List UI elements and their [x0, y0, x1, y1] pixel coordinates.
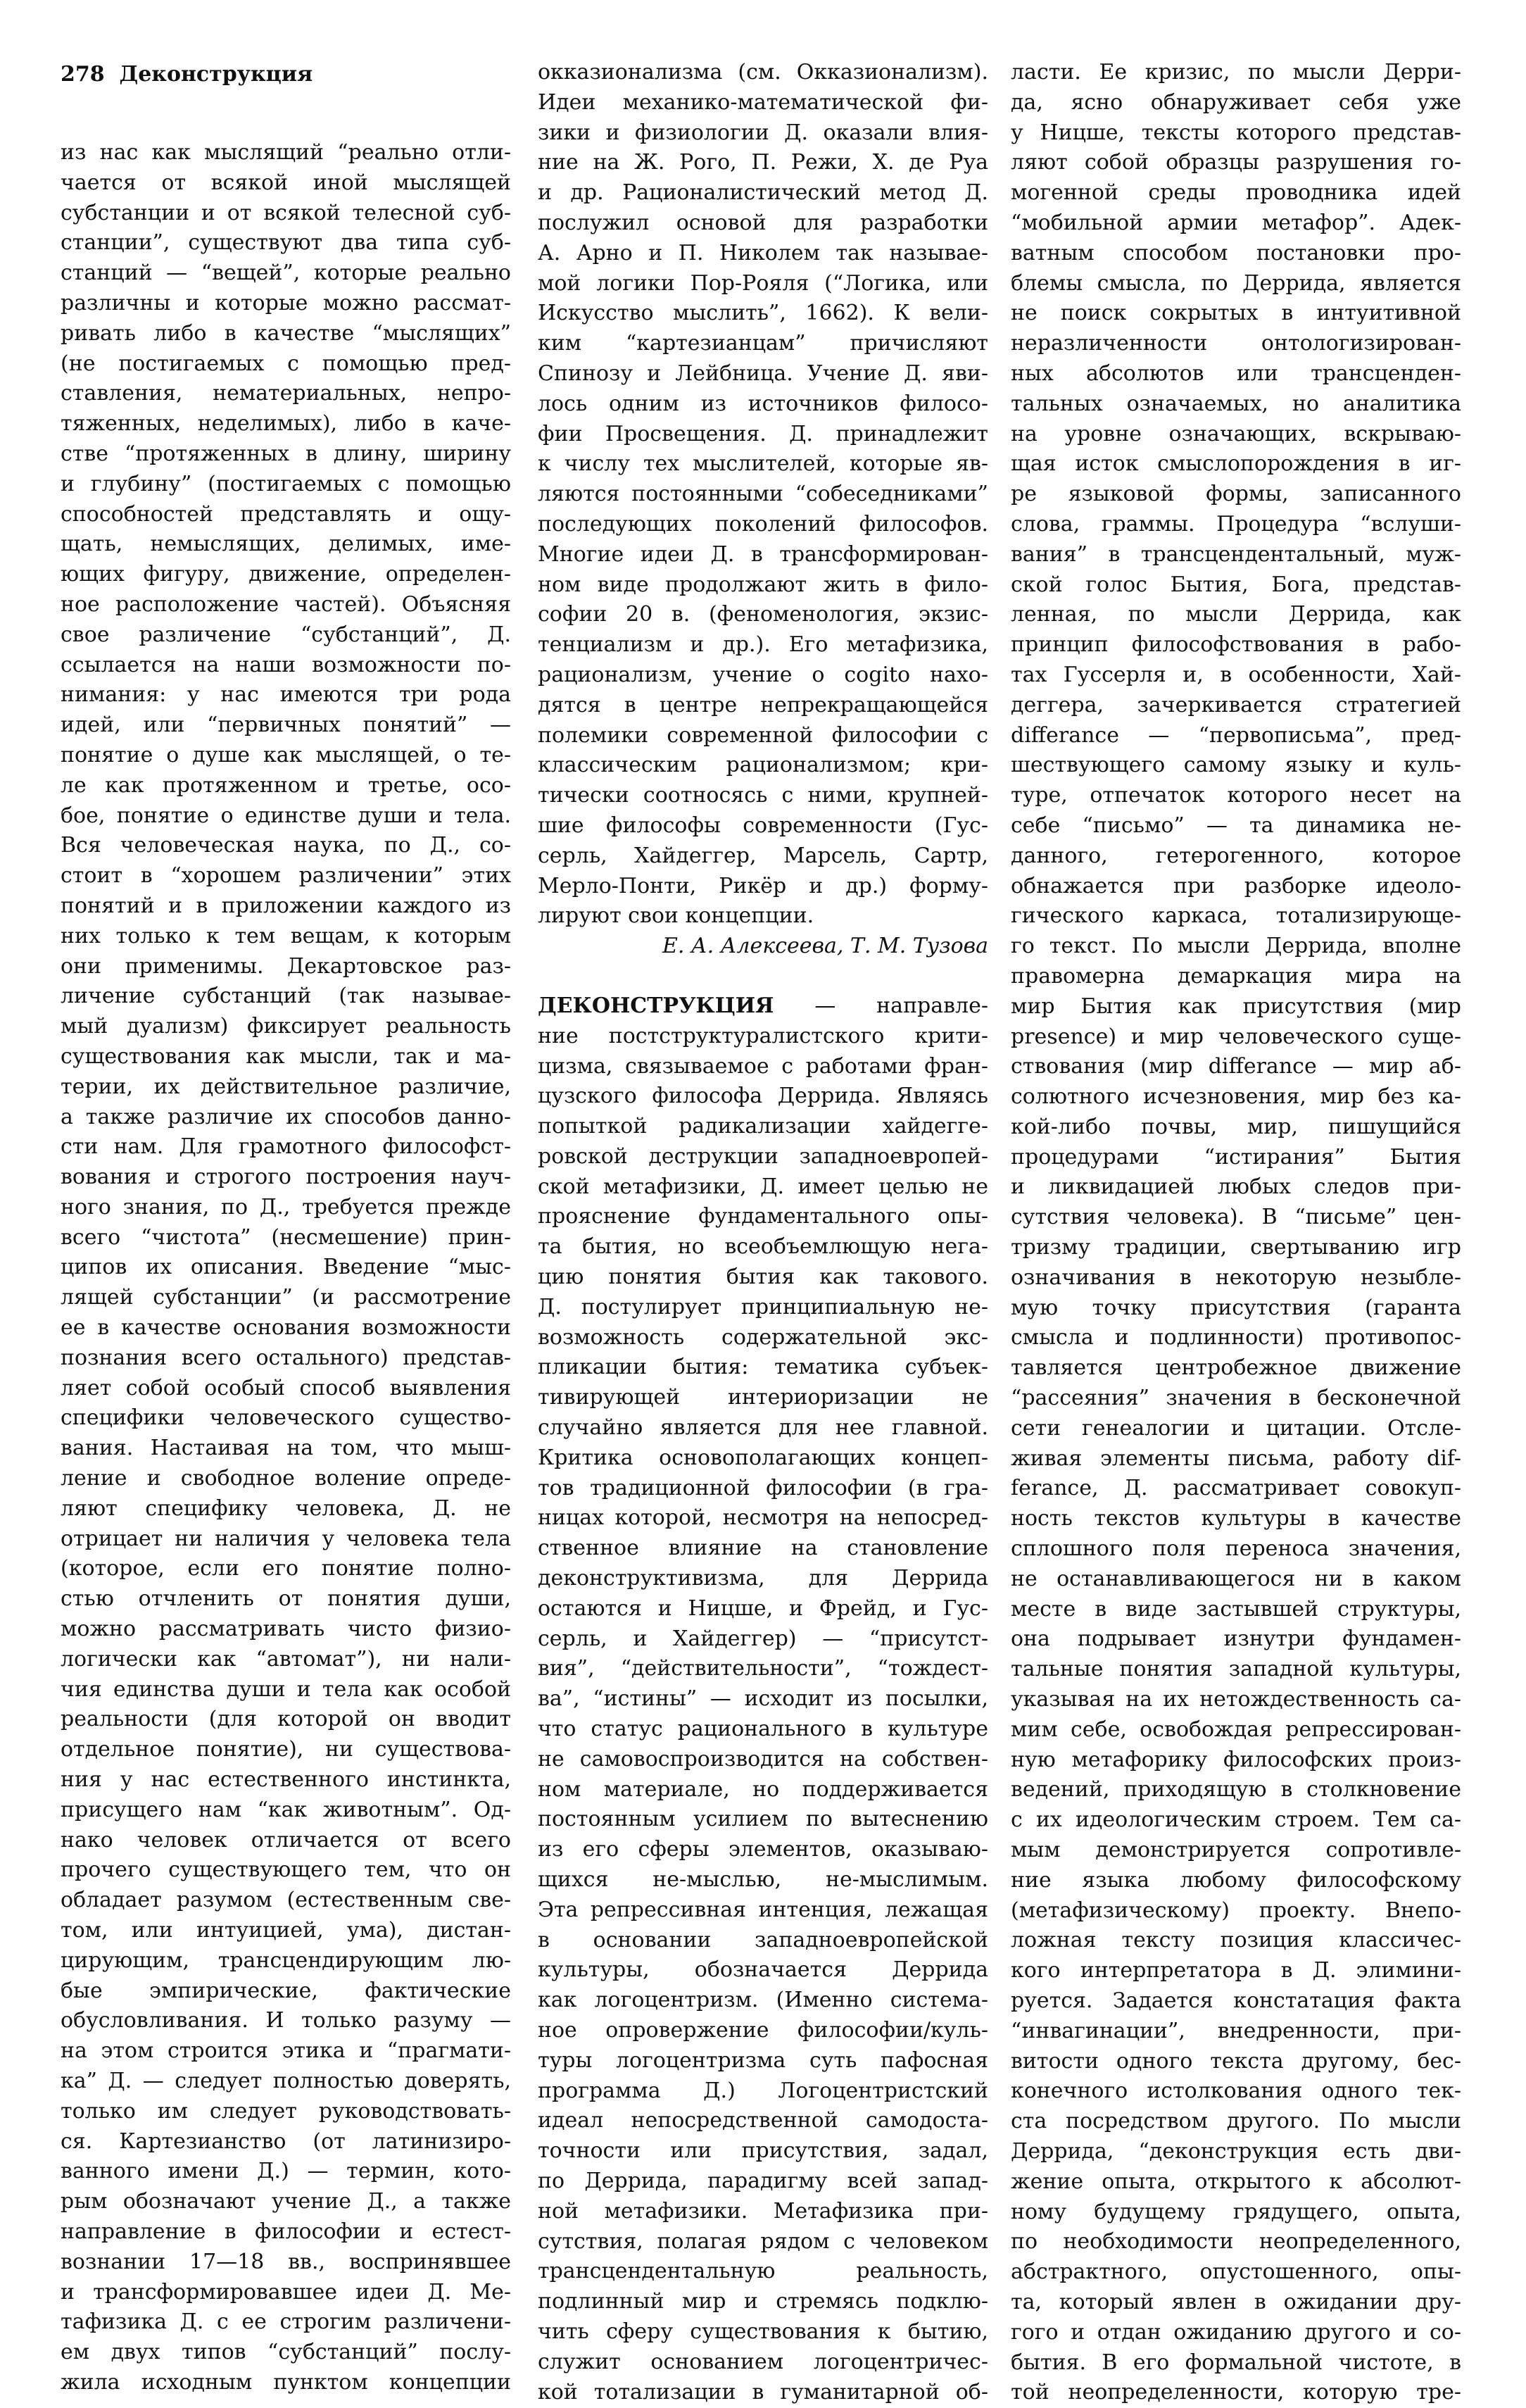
text-line: и др. Рационалистический метод Д.: [538, 180, 988, 206]
text-line: тов традиционной философии (в гра-: [538, 1475, 988, 1500]
text-line: отдельное понятие), ни существова-: [61, 1737, 511, 1762]
text-line: точности или присутствия, задал,: [538, 2138, 988, 2164]
text-line: ся. Картезианство (от латинизиро-: [61, 2128, 511, 2154]
text-line: служит основанием логоцентричес-: [538, 2349, 988, 2374]
text-line: мир Бытия как присутствия (мир: [1011, 993, 1461, 1019]
text-line: ную метафорику философских произ-: [1011, 1747, 1461, 1772]
text-line: руется. Задается констатация факта: [1011, 1988, 1461, 2013]
text-line: нимания: у нас имеются три рода: [61, 682, 511, 708]
text-line: ляет собой особый способ выявления: [61, 1375, 511, 1400]
text-line: Критика основополагающих концеп-: [538, 1445, 988, 1470]
text-line: (не постигаемых с помощью пред-: [61, 351, 511, 376]
text-line: та, который явлен в ожидании дру-: [1011, 2289, 1461, 2314]
text-line: и глубину” (постигаемых с помощью: [61, 471, 511, 496]
text-line: ватным способом постановки про-: [1011, 240, 1461, 265]
text-line: идей, или “первичных понятий” —: [61, 713, 511, 738]
text-line: прочего существующего тем, что он: [61, 1857, 511, 1883]
text-line: ем двух типов “субстанций” послу-: [61, 2340, 511, 2365]
text-line: правомерна демаркация мира на: [1011, 963, 1461, 989]
text-line: цирующим, трансцендирующим лю-: [61, 1948, 511, 1973]
text-line: рационализм, учение о cogito нахо-: [538, 662, 988, 687]
text-line: указывая на их нетождественность са-: [1011, 1687, 1461, 1712]
text-line: ста посредством другого. По мысли: [1011, 2109, 1461, 2134]
text-line: субстанции и от всякой телесной суб-: [61, 200, 511, 225]
text-line: могенной среды проводника идей: [1011, 180, 1461, 206]
text-line: кой-либо почвы, мир, пишущийся: [1011, 1114, 1461, 1139]
text-line: ской метафизики, Д. имеет целью не: [538, 1174, 988, 1199]
previous-entry-tail: [538, 58, 988, 932]
text-line: ние постструктуралистского крити-: [538, 1023, 988, 1048]
text-line: лящей субстанции” (и рассмотрение: [61, 1285, 511, 1310]
text-line: культуры, обозначается Деррида: [538, 1957, 988, 1983]
text-line: попыткой радикализации хайдегге-: [538, 1114, 988, 1139]
text-line: жение опыта, открытого к абсолют-: [1011, 2169, 1461, 2194]
text-line: окказионализма (см. Окказионализм).: [538, 60, 988, 84]
text-line: логически как “автомат”), ни нали-: [61, 1646, 511, 1672]
text-line: обусловливания. И только разуму —: [61, 2008, 511, 2033]
text-line: Деррида, “деконструкция есть дви-: [1011, 2138, 1461, 2164]
text-line: только им следует руководствовать-: [61, 2098, 511, 2124]
text-line: фии Просвещения. Д. принадлежит: [538, 421, 988, 446]
text-line: шие философы современности (Гус-: [538, 813, 988, 838]
text-line: (метафизическому) проекту. Внепо-: [1011, 1898, 1461, 1923]
text-line: абстрактного, опустошенного, опы-: [1011, 2259, 1461, 2285]
text-line: неразличенности онтологизирован-: [1011, 331, 1461, 356]
text-line: способностей представлять и ощу-: [61, 501, 511, 527]
text-line: вования и строгого построения науч-: [61, 1165, 511, 1190]
text-line: цузского философа Деррида. Являясь: [538, 1084, 988, 1109]
text-line: щихся не-мыслью, не-мыслимым.: [538, 1867, 988, 1893]
text-line: ной метафизики. Метафизика при-: [538, 2198, 988, 2224]
text-line: данного, гетерогенного, которое: [1011, 843, 1461, 868]
text-line: “рассеяния” значения в бесконечной: [1011, 1386, 1461, 1411]
text-line: мим себе, освобождая репрессирован-: [1011, 1717, 1461, 1742]
text-line: ному будущему грядущего, опыта,: [1011, 2199, 1461, 2224]
text-line: зики и физиологии Д. оказали влия-: [538, 120, 988, 145]
text-line: ее в качестве основания возможности: [61, 1315, 511, 1341]
text-line: личение субстанций (так называе-: [61, 984, 511, 1009]
text-line: и трансформировавшее идеи Д. Ме-: [61, 2279, 511, 2304]
text-line: цизма, связываемое с работами фран-: [538, 1053, 988, 1079]
text-line: процедурами “истирания” Бытия: [1011, 1144, 1461, 1169]
text-line: да, ясно обнаруживает себя уже: [1011, 89, 1461, 115]
text-line: сутствия, полагая рядом с человеком: [538, 2228, 988, 2254]
entry-body: [538, 1022, 988, 2408]
text-line: подлинный мир и стремясь подклю-: [538, 2289, 988, 2314]
text-line: ципов их описания. Введение “мыс-: [61, 1255, 511, 1280]
text-line: (которое, если его понятие полно-: [61, 1556, 511, 1581]
text-line: щать, немыслящих, делимых, име-: [61, 532, 511, 557]
text-line: цию понятия бытия как такового.: [538, 1265, 988, 1290]
text-line: тивирующей интериоризации не: [538, 1385, 988, 1410]
text-line: вознании 17—18 вв., воспринявшее: [61, 2249, 511, 2274]
text-line: не останавливающегося ни в каком: [1011, 1566, 1461, 1591]
text-line: терии, их действительное различие,: [61, 1074, 511, 1099]
text-line: А. Арно и П. Николем так называе-: [538, 240, 988, 265]
text-line: месте в виде застывшей структуры,: [1011, 1596, 1461, 1622]
text-line: presence) и мир человеческого суще-: [1011, 1024, 1461, 1049]
text-line: деконструктивизма, для Деррида: [538, 1566, 988, 1591]
text-line: том, или интуицией, ума), дистан-: [61, 1918, 511, 1943]
text-line: существования как мысли, так и ма-: [61, 1043, 511, 1069]
text-line: деггера, зачеркивается стратегией: [1011, 692, 1461, 717]
text-line: прояснение фундаментального опы-: [538, 1204, 988, 1229]
text-line: себе “письмо” — та динамика не-: [1011, 813, 1461, 838]
entry-authors: Е. А. Алексеева, Т. М. Тузова: [662, 934, 988, 959]
text-line: ляются постоянными “собеседниками”: [538, 482, 988, 507]
text-line: ле как протяженном и третье, осо-: [61, 772, 511, 798]
text-line: по необходимости неопределенного,: [1011, 2229, 1461, 2255]
text-line: тальные понятия западной культуры,: [1011, 1657, 1461, 1682]
text-line: тяженных, неделимых), либо в каче-: [61, 411, 511, 437]
text-line: смысла и подлинности) противопос-: [1011, 1325, 1461, 1350]
text-column-1: [61, 138, 511, 2398]
text-line: ность текстов культуры в качестве: [1011, 1506, 1461, 1531]
text-line: что статус рационального в культуре: [538, 1717, 988, 1742]
text-line: обнажается при разборке идеоло-: [1011, 873, 1461, 898]
text-line: сети генеалогии и цитации. Отсле-: [1011, 1415, 1461, 1441]
text-line: специфики человеческого существо-: [61, 1405, 511, 1431]
text-line: по Деррида, парадигму всей запад-: [538, 2168, 988, 2193]
text-line: она подрывает изнутри фундамен-: [1011, 1626, 1461, 1652]
text-line: Идеи механико-математической фи-: [538, 89, 988, 115]
text-line: Искусство мыслить”, 1662). К вели-: [538, 301, 988, 326]
text-line: ющих фигуру, движение, определен-: [61, 562, 511, 587]
entry-first-line: — направле-: [774, 993, 988, 1018]
text-line: Эта репрессивная интенция, лежащая: [538, 1897, 988, 1922]
text-line: щая исток смыслопорождения в иг-: [1011, 451, 1461, 477]
text-line: ление и свободное воление опреде-: [61, 1466, 511, 1491]
text-line: последующих поколений философов.: [538, 511, 988, 537]
text-line: Многие идеи Д. в трансформирован-: [538, 541, 988, 567]
text-line: мый дуализм) фиксирует реальность: [61, 1014, 511, 1039]
entry-heading-line: [538, 991, 988, 1022]
text-line: понятие о душе как мыслящей, о те-: [61, 742, 511, 767]
text-line: из нас как мыслящий “реально отли-: [61, 140, 511, 165]
text-line: “мобильной армии метафор”. Адек-: [1011, 210, 1461, 235]
text-line: ривать либо в качестве “мыслящих”: [61, 320, 511, 346]
text-line: ного знания, по Д., требуется прежде: [61, 1194, 511, 1219]
text-line: нако человек отличается от всего: [61, 1827, 511, 1852]
text-line: ное расположение частей). Объясняя: [61, 591, 511, 617]
text-line: ка” Д. — следует полностью доверять,: [61, 2069, 511, 2093]
text-line: стоит в “хорошем различении” этих: [61, 863, 511, 889]
text-line: ленная, по мысли Деррида, как: [1011, 602, 1461, 627]
text-line: Д. постулирует принципиальную не-: [538, 1294, 988, 1319]
text-line: ляют собой образцы разрушения го-: [1011, 150, 1461, 175]
text-line: софии 20 в. (феноменология, экзис-: [538, 602, 988, 627]
text-line: стью отчленить от понятия души,: [61, 1586, 511, 1612]
text-line: возможность содержательной экс-: [538, 1324, 988, 1350]
text-line: тенциализм и др.). Его метафизика,: [538, 632, 988, 658]
text-line: тризму традиции, свертыванию игр: [1011, 1235, 1461, 1260]
text-line: классическим рационализмом; кри-: [538, 753, 988, 778]
text-line: трансцендентальную реальность,: [538, 2259, 988, 2284]
text-column-3: [1011, 58, 1461, 2408]
text-line: станций — “вещей”, которые реально: [61, 261, 511, 286]
text-line: Спинозу и Лейбница. Учение Д. яви-: [538, 360, 988, 386]
text-line: ведений, приходящую в столкновение: [1011, 1777, 1461, 1802]
text-line: тически соотносясь с ними, крупней-: [538, 783, 988, 808]
text-line: солютного исчезновения, мир без ка-: [1011, 1084, 1461, 1110]
text-line: ким “картезианцам” причисляют: [538, 331, 988, 356]
text-line: как логоцентризм. (Именно система-: [538, 1988, 988, 2013]
text-line: рым обозначают учение Д., а также: [61, 2189, 511, 2214]
text-line: Мерло-Понти, Рикёр и др.) форму-: [538, 873, 988, 898]
text-line: ном материале, но поддерживается: [538, 1776, 988, 1802]
text-line: сутствия человека). В “письме” цен-: [1011, 1205, 1461, 1230]
text-line: свое различение “субстанций”, Д.: [61, 622, 511, 647]
text-line: живая элементы письма, работу dif-: [1011, 1446, 1461, 1471]
text-line: differance — “первописьма”, пред-: [1011, 722, 1461, 748]
text-line: ние на Ж. Рого, П. Режи, Х. де Руа: [538, 150, 988, 175]
text-line: чается от всякой иной мыслящей: [61, 170, 511, 195]
text-line: ванного имени Д.) — термин, кото-: [61, 2159, 511, 2184]
text-line: различны и которые можно рассмат-: [61, 290, 511, 315]
text-line: в основании западноевропейской: [538, 1927, 988, 1952]
text-line: бое, понятие о единстве души и тела.: [61, 803, 511, 828]
text-line: из его сферы элементов, оказываю-: [538, 1837, 988, 1862]
text-line: ственное влияние на становление: [538, 1536, 988, 1561]
text-line: сплошного поля переноса значения,: [1011, 1536, 1461, 1562]
text-line: послужил основой для разработки: [538, 210, 988, 235]
text-line: лось одним из источников филосо-: [538, 391, 988, 416]
text-line: тальных означаемых, но аналитика: [1011, 391, 1461, 416]
text-line: полемики современной философии с: [538, 722, 988, 748]
text-line: вания. Настаивая на том, что мыш-: [61, 1436, 511, 1461]
running-head-title: Деконструкция: [119, 62, 313, 87]
text-line: ния у нас естественного инстинкта,: [61, 1767, 511, 1793]
text-line: присущего нам “как животным”. Од-: [61, 1797, 511, 1822]
text-line: не самовоспроизводится на собствен-: [538, 1746, 988, 1771]
text-line: с их идеологическим строем. Тем са-: [1011, 1807, 1461, 1833]
text-line: программа Д.) Логоцентристский: [538, 2078, 988, 2103]
text-line: понятий и в приложении каждого из: [61, 893, 511, 918]
text-line: та бытия, но всеобъемлющую нега-: [538, 1234, 988, 1260]
text-line: ствования (мир differance — мир аб-: [1011, 1054, 1461, 1079]
text-line: ва”, “истины” — исходит из посылки,: [538, 1686, 988, 1712]
text-line: дятся в центре непрекращающейся: [538, 692, 988, 717]
text-line: серль, Хайдеггер, Марсель, Сартр,: [538, 843, 988, 868]
text-line: ницах которой, несмотря на непосред-: [538, 1505, 988, 1531]
text-line: туры логоцентризма суть пафосная: [538, 2048, 988, 2073]
text-line: кой тотализации в гуманитарной об-: [538, 2379, 988, 2404]
text-line: остаются и Ницше, и Фрейд, и Гус-: [538, 1595, 988, 1621]
text-line: блемы смысла, по Деррида, является: [1011, 270, 1461, 296]
text-line: ние языка любому философскому: [1011, 1867, 1461, 1893]
text-line: чия единства души и тела как особой: [61, 1676, 511, 1702]
text-line: жила исходным пунктом концепции: [61, 2369, 511, 2395]
text-line: ляют специфику человека, Д. не: [61, 1495, 511, 1521]
text-line: означивания в некоторую незыбле-: [1011, 1265, 1461, 1290]
text-line: на этом строится этика и “прагмати-: [61, 2038, 511, 2064]
text-line: можно рассматривать чисто физио-: [61, 1617, 511, 1642]
text-line: туре, отпечаток которого несет на: [1011, 783, 1461, 808]
text-line: ре языковой формы, записанного: [1011, 482, 1461, 507]
text-line: познания всего остального) представ-: [61, 1345, 511, 1370]
text-line: ных абсолютов или трансценден-: [1011, 360, 1461, 386]
text-line: ложная тексту позиция классичес-: [1011, 1928, 1461, 1953]
text-line: они применимы. Декартовское раз-: [61, 953, 511, 979]
text-line: мой логики Пор-Рояля (“Логика, или: [538, 270, 988, 296]
entry-term: ДЕКОНСТРУКЦИЯ: [538, 993, 774, 1018]
text-line: к числу тех мыслителей, которые яв-: [538, 451, 988, 477]
text-line: ставления, нематериальных, непро-: [61, 381, 511, 406]
text-line: шествующего самому языку и куль-: [1011, 753, 1461, 778]
text-line: ferance, Д. рассматривает совокуп-: [1011, 1476, 1461, 1501]
text-line: постоянным усилием по вытеснению: [538, 1807, 988, 1832]
text-line: тавляется центробежное движение: [1011, 1355, 1461, 1381]
text-line: ровской деструкции западноевропей-: [538, 1143, 988, 1169]
text-line: ном виде продолжают жить в фило-: [538, 572, 988, 597]
text-line: пликации бытия: тематика субъек-: [538, 1355, 988, 1380]
text-line: конечного истолкования одного тек-: [1011, 2078, 1461, 2104]
text-line: лируют свои концепции.: [538, 903, 814, 929]
text-line: всего “чистота” (несмешение) прин-: [61, 1224, 511, 1250]
text-line: стве “протяженных в длину, ширину: [61, 441, 511, 466]
text-line: го текст. По мысли Деррида, вполне: [1011, 934, 1461, 959]
text-line: “инвагинации”, внедренности, при-: [1011, 2018, 1461, 2043]
text-line: витости одного текста другому, бес-: [1011, 2048, 1461, 2074]
text-line: ской голос Бытия, Бога, представ-: [1011, 572, 1461, 597]
text-line: серль, и Хайдеггер) — “присутст-: [538, 1626, 988, 1651]
text-line: тафизика Д. с ее строгим различени-: [61, 2309, 511, 2335]
text-line: сти нам. Для грамотного философст-: [61, 1134, 511, 1160]
text-line: реальности (для которой он вводит: [61, 1707, 511, 1732]
text-line: вия”, “действительности”, “тождест-: [538, 1656, 988, 1681]
text-line: направление в философии и естест-: [61, 2219, 511, 2244]
text-line: ное опровержение философии/куль-: [538, 2018, 988, 2043]
text-line: а также различие их способов данно-: [61, 1104, 511, 1129]
text-line: ласти. Ее кризис, по мысли Дерри-: [1011, 60, 1461, 84]
text-line: бытия. В его формальной чистоте, в: [1011, 2350, 1461, 2375]
text-column-2: [538, 58, 988, 2407]
text-line: кого интерпретатора в Д. элимини-: [1011, 1958, 1461, 1983]
text-line: слова, граммы. Процедура “вслуши-: [1011, 511, 1461, 537]
text-line: на уровне означающих, вскрываю-: [1011, 421, 1461, 446]
text-line: идеал непосредственной самодоста-: [538, 2108, 988, 2133]
text-line: той неопределенности, которую тре-: [1011, 2380, 1461, 2405]
text-line: отрицает ни наличия у человека тела: [61, 1526, 511, 1551]
running-header: [61, 62, 313, 87]
text-line: и ликвидацией любых следов при-: [1011, 1174, 1461, 1200]
text-line: станции”, существуют два типа суб-: [61, 230, 511, 256]
text-line: гического каркаса, тотализирующе-: [1011, 903, 1461, 929]
text-line: гого и отдан ожиданию другого и со-: [1011, 2319, 1461, 2345]
text-line: них только к тем вещам, к которым: [61, 923, 511, 948]
text-line: ссылается на наши возможности по-: [61, 652, 511, 677]
text-line: Вся человеческая наука, по Д., со-: [61, 833, 511, 858]
text-line: бые эмпирические, фактические: [61, 1978, 511, 2003]
text-line: тах Гуссерля и, в особенности, Хай-: [1011, 662, 1461, 687]
text-line: мым демонстрируется сопротивле-: [1011, 1838, 1461, 1863]
text-line: принцип философствования в рабо-: [1011, 632, 1461, 658]
text-line: у Ницше, тексты которого представ-: [1011, 120, 1461, 145]
page-number: 278: [61, 62, 105, 87]
text-line: случайно является для нее главной.: [538, 1415, 988, 1441]
text-line: не поиск сокрытых в интуитивной: [1011, 301, 1461, 326]
text-line: обладает разумом (естественным све-: [61, 1888, 511, 1913]
text-line: чить сферу существования к бытию,: [538, 2319, 988, 2344]
text-line: мую точку присутствия (гаранта: [1011, 1295, 1461, 1320]
text-line: вания” в трансцендентальный, муж-: [1011, 541, 1461, 567]
